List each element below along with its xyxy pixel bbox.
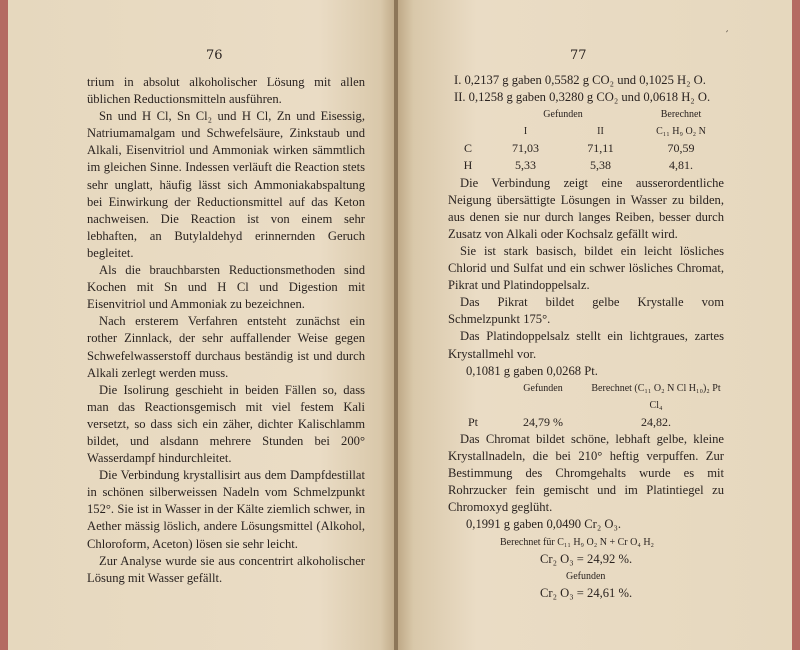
found-label: Gefunden <box>523 382 563 394</box>
calc-label: Berechnet (C₁₁ O₂ N Cl H₁₀)₂ Pt Cl₄ <box>591 382 721 411</box>
left-page-text <box>87 74 365 587</box>
element-cell: H <box>463 158 473 173</box>
found-label: Gefunden <box>566 570 606 582</box>
pencil-mark: ′ <box>726 30 729 41</box>
right-page <box>398 0 792 650</box>
value-cell: 71,11 <box>587 141 614 156</box>
paragraph: Die Verbindung krystallisirt aus dem Dampfdestillat in schönen silberweissen Nadeln vom Schmelzpunkt 152°. Sie ist in Wasser in der Kälte ziemlich schwer, in Aether mässig löslich, andere Lösungsmittel (Alkohol, Chloroform, Aceton) lösen sie sehr leicht. <box>87 468 365 551</box>
column-header: I <box>523 126 528 138</box>
paragraph: trium in absolut alkoholischer Lösung mit allen üblichen Reductionsmitteln ausführen. <box>87 75 365 107</box>
right-page-text <box>448 72 724 602</box>
paragraph: Sie ist stark basisch, bildet ein leicht lösliches Chlorid und Sulfat und ein schwer lösliches Chromat, Pikrat und Platindoppelsalz. <box>448 243 724 293</box>
paragraph: Als die brauchbarsten Reductionsmethoden sind Kochen mit Sn und H Cl und Digestion mit Eisenvitriol und Ammoniak zu bezeichnen. <box>87 263 365 312</box>
value-cell: 24,79 % <box>523 414 563 429</box>
paragraph: Das Chromat bildet schöne, lebhaft gelbe, kleine Krystallnadeln, die bei 210° heftig verpuffen. Zur Bestimmung des Chromgehalts wurde es mit Rohrzucker fein gemischt und im Platintiegel zu Chromoxyd geglüht. <box>448 431 724 515</box>
analysis-line: 0,1081 g gaben 0,0268 Pt. <box>466 363 598 378</box>
table-row <box>448 157 724 174</box>
value-cell: 70,59 <box>667 141 695 156</box>
page-number-left: 76 <box>206 48 223 63</box>
paragraph: Die Verbindung zeigt eine ausserordentliche Neigung übersättigte Lösungen in Wasser zu bilden, aus denen sie nur durch langes Reiben, besser durch Zusatz von Alkali oder Kochsalz gefällt wird. <box>448 175 724 241</box>
formula-label: C₁₁ H₉ O₂ N <box>656 126 706 138</box>
table-row <box>448 140 724 157</box>
paragraph: Nach ersterem Verfahren entsteht zunächst ein rother Zinnlack, der sehr auffallender Weise gegen Schwefelwasserstoff durchaus beständig ist und durch Alkali zerlegt werden muss. <box>87 314 365 380</box>
page-number-right: 77 <box>570 48 587 63</box>
formula-line: Cr₂ O₃ = 24,61 %. <box>540 585 633 600</box>
table-row <box>448 414 724 431</box>
analysis-line: 0,1991 g gaben 0,0490 Cr₂ O₃. <box>466 517 621 532</box>
paragraph: Die Isolirung geschieht in beiden Fällen so, dass man das Reactionsgemisch mit viel festem Kali versetzt, so dass sich ein zäher, dichter Kalischlamm bildet, und alsdann mehrere Stunden bei 200° Wasserdampf hindurchleitet. <box>87 382 365 466</box>
found-label: Gefunden <box>543 109 583 121</box>
paragraph: Zur Analyse wurde sie aus concentrirt alkoholischer Lösung mit Wasser gefällt. <box>87 553 365 585</box>
value-cell: 5,38 <box>590 158 611 173</box>
analysis-line: II. 0,1258 g gaben 0,3280 g CO₂ und 0,0618 H₂ O. <box>454 90 711 105</box>
analysis-line: I. 0,2137 g gaben 0,5582 g CO₂ und 0,1025 H₂ O. <box>454 73 706 87</box>
value-cell: 4,81. <box>669 158 693 173</box>
value-cell: 5,33 <box>515 158 536 173</box>
elemental-analysis-table <box>448 106 724 123</box>
paragraph: Das Platindoppelsalz stellt ein lichtgraues, zartes Krystallmehl vor. <box>448 329 724 361</box>
value-cell: 24,82. <box>641 414 671 429</box>
element-cell: Pt <box>467 414 478 429</box>
platinum-table <box>448 380 724 414</box>
calc-label: Berechnet für C₁₁ H₉ O₂ N + Cr O₄ H₂ <box>500 536 655 548</box>
calc-label: Berechnet <box>660 109 702 121</box>
paragraph: Das Pikrat bildet gelbe Krystalle vom Schmelzpunkt 175°. <box>448 295 724 327</box>
paragraph: Sn und H Cl, Sn Cl₂ und H Cl, Zn und Eisessig, Natriumamalgam und Schwefelsäure, Zinkstaub und Alkali, Eisenvitriol und Ammoniak wirken sämmtlich im gleichen Sinne. Indessen verläuft die Reaction stets sehr unglatt, häufig lässt sich Ammoniakabspaltung bei Einwirkung der Reductionsmittel auf das Keton nachweisen. Die Reaction ist von einem sehr lebhaften, an Butylaldehyd erinnernden Geruch begleitet. <box>87 109 365 260</box>
element-cell: C <box>463 141 472 156</box>
formula-line: Cr₂ O₃ = 24,92 %. <box>540 551 633 566</box>
left-page <box>8 0 396 650</box>
column-header: II <box>597 126 604 138</box>
value-cell: 71,03 <box>512 141 539 156</box>
